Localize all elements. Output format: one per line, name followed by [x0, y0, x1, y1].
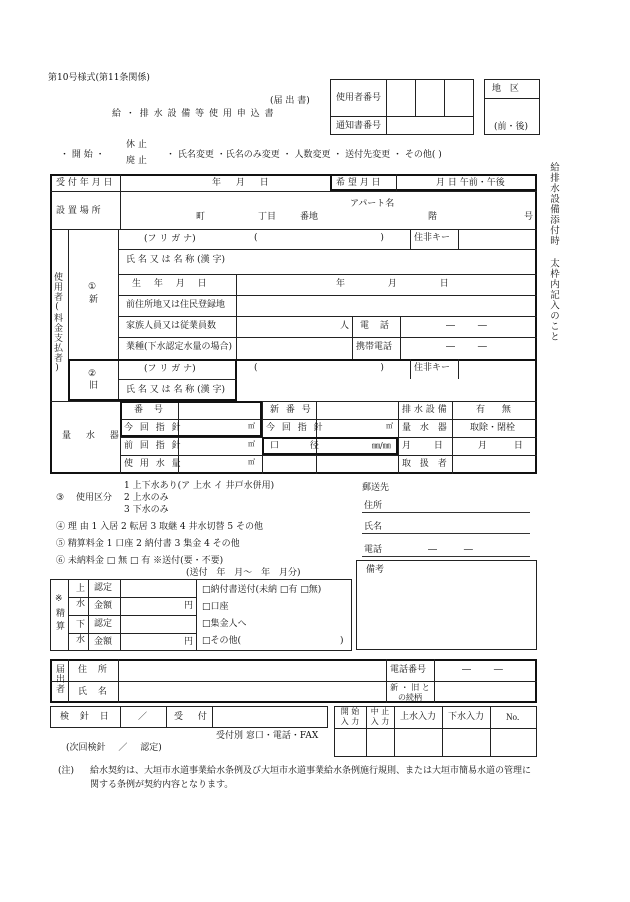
usage-type-mark: ③ [56, 493, 65, 503]
form-number: 第10号様式(第11条関係) [48, 73, 150, 83]
upper-amount-label: 金額 [94, 601, 113, 611]
option-other-close: ) [340, 636, 344, 646]
settlement-label: 精算 [54, 608, 64, 634]
birth-value: 年 月 日 [336, 279, 449, 289]
chome-label: 丁目 [258, 212, 277, 222]
usage-type-2: 2 上水のみ [124, 493, 169, 503]
mail-label: 郵送先 [362, 483, 390, 493]
usage-type-1: 1 上下水あり(ア 上水 イ 井戸水併用) [124, 481, 275, 491]
relation-label: 新 ・ 旧 との続柄 [390, 683, 430, 702]
lower-yen: 円 [184, 637, 194, 647]
handler-label: 取 扱 者 [402, 459, 450, 469]
applicant-tel-value: ― ― [462, 665, 503, 675]
new-last-unit: ㎥ [386, 422, 393, 430]
reason-line: ④ 理 由 1 入居 2 転居 3 取継 4 井水切替 5 その他 [56, 522, 263, 532]
last-reading-label: 今 回 指 針 [124, 423, 183, 433]
type-abolish: 廃 止 [126, 156, 147, 166]
district-label: 地 区 [492, 84, 522, 94]
drain-value: 有 無 [476, 405, 511, 415]
meter-action-label: 量 水 器 [402, 423, 450, 433]
drain-label: 排 水 設 備 [402, 405, 447, 415]
town-label: 町 [196, 212, 206, 222]
new-last-reading-label: 今 回 指 針 [266, 423, 325, 433]
old-mark: ② [88, 369, 97, 379]
mail-address-label: 住所 [364, 501, 383, 511]
mail-name-label: 氏名 [364, 522, 383, 532]
user-number-label: 使用者番号 [336, 93, 382, 103]
inspection-date-label: 検 針 日 [60, 712, 113, 722]
water-input-label: 上水入力 [400, 712, 437, 722]
option-payslip[interactable]: □納付書送付(未納 □有 □無) [202, 585, 322, 595]
meter-label: 量 水 器 [62, 431, 125, 441]
md-label: 月 日 [402, 441, 453, 451]
type-pause: 休 止 [126, 140, 147, 150]
upper-yen: 円 [184, 601, 194, 611]
mobile-label: 携帯電話 [356, 342, 393, 352]
settlement-mark: ※ [55, 594, 63, 604]
usage-unit: ㎥ [248, 458, 255, 466]
wish-date-value: 月 日 午前・午後 [436, 178, 505, 188]
side-note: 給排水設備添付時 太枠内記入のこと [548, 162, 559, 342]
old-key-label: 住非キー [414, 363, 451, 373]
applicant-label: 届出者 [54, 664, 64, 694]
receive-method: 受付別 窓口・電話・FAX [216, 731, 319, 741]
apartment-label: アパート名 [350, 199, 395, 209]
tel-label: 電 話 [360, 321, 393, 331]
usage-type-label: 使用区分 [76, 493, 113, 503]
applicant-name-label: 氏 名 [78, 687, 111, 697]
reception-label: 受 付 年 月 日 [56, 178, 113, 188]
reception-date: 年 月 日 [212, 178, 275, 188]
business-label: 業種(下水認定水量の場合) [126, 342, 233, 352]
prev-address-label: 前住所地又は住民登録地 [126, 300, 226, 310]
option-other[interactable]: □その他( [202, 636, 242, 646]
new-label: 新 [89, 295, 99, 305]
form-title: 給 ・ 排 水 設 備 等 使 用 申 込 書 [112, 109, 275, 119]
tel-value: ― ― [446, 321, 487, 331]
key-label: 住非キー [414, 233, 451, 243]
lower-water-label: 下水 [74, 619, 84, 649]
old-furigana-label: (フ リ ガ ナ) [144, 364, 196, 374]
number-label: 号 [524, 212, 534, 222]
furigana-label: (フ リ ガ ナ) [144, 234, 196, 244]
prev-reading-label: 前 回 指 針 [124, 441, 183, 451]
notice-number-label: 通知書番号 [336, 121, 382, 131]
lower-amount-label: 金額 [94, 637, 113, 647]
doc-type: (届 出 書) [270, 96, 310, 106]
bore-unit: ㎜/㎜ [372, 441, 391, 450]
floor-label: 階 [428, 212, 438, 222]
stop-input-label: 中 止 入 力 [370, 707, 390, 726]
name-label: 氏 名 又 は 名 称 (漢 字) [126, 255, 226, 265]
remarks-label: 備考 [366, 565, 385, 575]
meter-action-value: 取除・閉栓 [470, 423, 516, 433]
sewer-input-label: 下水入力 [448, 712, 485, 722]
front-back-label: (前・後) [494, 122, 529, 132]
usage-type-3: 3 下水のみ [124, 505, 169, 515]
furigana-paren: ( ) [254, 233, 384, 243]
old-furigana-paren: ( ) [254, 363, 384, 373]
person-unit: 人 [340, 321, 350, 331]
md-value: 月 日 [478, 441, 523, 451]
upper-water-label: 上水 [74, 583, 84, 613]
unpaid-line: ⑥ 未納料金 □ 無 □ 有 ※送付(要・不要) [56, 556, 224, 566]
note-line-1: 給水契約は、大垣市水道事業給水条例及び大垣市水道事業給水条例施行規則、または大垣市簡易水道の管理に [90, 766, 532, 776]
note-line-2: 関する条例が契約内容となります。 [90, 780, 234, 790]
old-label: 旧 [89, 381, 99, 391]
lower-approved-label: 認定 [94, 619, 113, 629]
type-start: ・ 開 始 ・ [60, 150, 105, 160]
type-options: ・ 氏名変更 ・氏名のみ変更 ・ 人数変更 ・ 送付先変更 ・ その他( ) [166, 150, 442, 160]
location-label: 設 置 場 所 [56, 206, 101, 216]
no-label: No. [506, 712, 520, 722]
wish-date-label: 希 望 月 日 [336, 178, 381, 188]
next-inspection: (次回検針 ／ 認定) [66, 743, 162, 753]
start-input-label: 開 始 入 力 [340, 707, 360, 726]
new-no-label: 新 番 号 [270, 405, 313, 415]
user-group-label: 使用者(料金支払者) [52, 272, 62, 374]
option-account[interactable]: □口座 [202, 602, 229, 612]
banchi-label: 番地 [300, 212, 319, 222]
bore-label: 口 径 [270, 441, 333, 451]
receive-label: 受 付 [174, 712, 213, 722]
mobile-value: ― ― [446, 342, 487, 352]
prev-unit: ㎥ [248, 440, 255, 448]
new-mark: ① [88, 282, 97, 292]
last-unit: ㎥ [248, 422, 255, 430]
mail-tel-label: 電話 [364, 545, 383, 555]
note-label: (注) [58, 766, 75, 776]
birth-label: 生 年 月 日 [132, 279, 212, 289]
option-collector[interactable]: □集金人へ [202, 619, 247, 629]
family-label: 家族人員又は従業員数 [126, 321, 217, 331]
applicant-address-label: 住 所 [78, 665, 111, 675]
meter-no-label: 番 号 [134, 405, 167, 415]
applicant-tel-label: 電話番号 [390, 665, 427, 675]
send-period: (送付 年 月～ 年 月分) [186, 568, 301, 578]
upper-approved-label: 認定 [94, 583, 113, 593]
mail-tel-value: ― ― [428, 545, 473, 555]
old-name-label: 氏 名 又 は 名 称 (漢 字) [126, 385, 226, 395]
settle-line: ⑤ 精算料金 1 口座 2 納付書 3 集金 4 その他 [56, 539, 240, 549]
inspection-slash: ／ [138, 712, 148, 722]
usage-label: 使 用 水 量 [124, 459, 183, 469]
